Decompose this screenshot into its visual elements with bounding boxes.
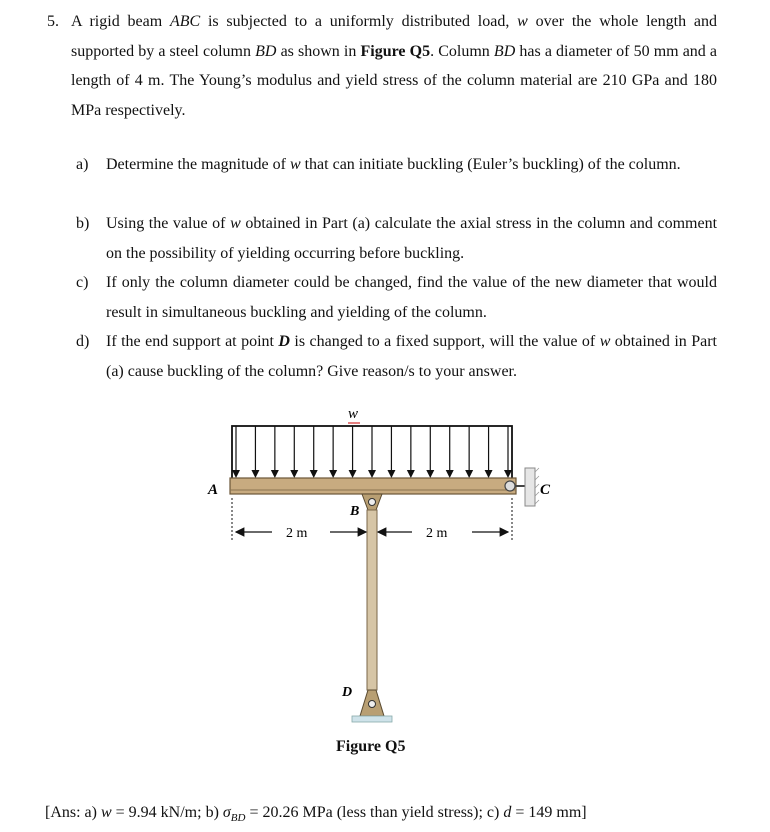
load-symbol: w (517, 13, 528, 30)
part-b-label: b) (76, 215, 90, 232)
udl-arrow-head (387, 470, 395, 478)
column-name: BD (255, 42, 277, 60)
udl-arrow-head (446, 470, 454, 478)
question-number: 5. (47, 13, 59, 30)
part-c-label: c) (76, 274, 89, 291)
udl-arrow-head (465, 470, 473, 478)
figure-q5 (200, 398, 560, 738)
udl-arrow-head (426, 470, 434, 478)
wall-c (525, 468, 535, 506)
part-c-text: If only the column diameter could be changed, find the value of the new diameter that would result in simultaneous buckling and yielding of the column. (106, 274, 717, 321)
udl-arrow-head (485, 470, 493, 478)
pin-d (369, 701, 376, 708)
udl-arrow-head (329, 470, 337, 478)
udl-arrows (232, 426, 512, 478)
part-a-label: a) (76, 156, 89, 173)
part-d-label: d) (76, 333, 90, 350)
part-b-text: Using the value of w obtained in Part (a) calculate the axial stress in the column and comment on the possibility of yielding occurring before buckling. (106, 215, 718, 262)
beam-abc (230, 478, 516, 494)
udl-arrow-head (232, 470, 240, 478)
part-a-text: Determine the magnitude of w that can initiate buckling (Euler’s buckling) of the column. (106, 156, 681, 173)
question-intro: A rigid beam ABC is subjected to a uniformly distributed load, w over the whole length and supported by a steel column BD as shown in Figure Q5. Column BD has a diameter of 50 mm and a length of 4 m. The Young’s modulus and yield stress of the column material are 210 GPa and 180 MPa respectively. (71, 13, 718, 119)
beam-name: ABC (169, 13, 201, 30)
load-label: w (348, 406, 359, 422)
point-a-label: A (208, 482, 219, 498)
wall-c-hatch (535, 468, 539, 504)
answer-line: [Ans: a) w = 9.94 kN/m; b) $\sigma_{BD} = 20.26$ MPa (less than yield stress); c) d = 149 mm] (45, 804, 587, 825)
point-d-label: D (342, 685, 353, 700)
udl-arrow-head (310, 470, 318, 478)
point-c-label: C (540, 482, 551, 498)
udl-arrow-head (290, 470, 298, 478)
point-b-label: B (350, 504, 360, 519)
column-bd (367, 510, 377, 690)
figure-caption: Figure Q5 (336, 738, 406, 755)
dim-left-label: 2 m (286, 526, 308, 541)
udl-arrow-head (504, 470, 512, 478)
dim-right-label: 2 m (426, 526, 448, 541)
pin-c (505, 481, 515, 491)
udl-arrow-head (349, 470, 357, 478)
figure-reference: Figure Q5 (360, 42, 431, 60)
udl-arrow-head (407, 470, 415, 478)
udl-arrow-head (368, 470, 376, 478)
udl-arrow-head (271, 470, 279, 478)
pin-b (369, 499, 376, 506)
part-d-text: If the end support at point D is changed to a fixed support, will the value of w obtained in Part (a) cause buckling of the column? Give reason/s to your answer. (106, 333, 718, 380)
ground-d (352, 716, 392, 722)
udl-arrow-head (251, 470, 259, 478)
